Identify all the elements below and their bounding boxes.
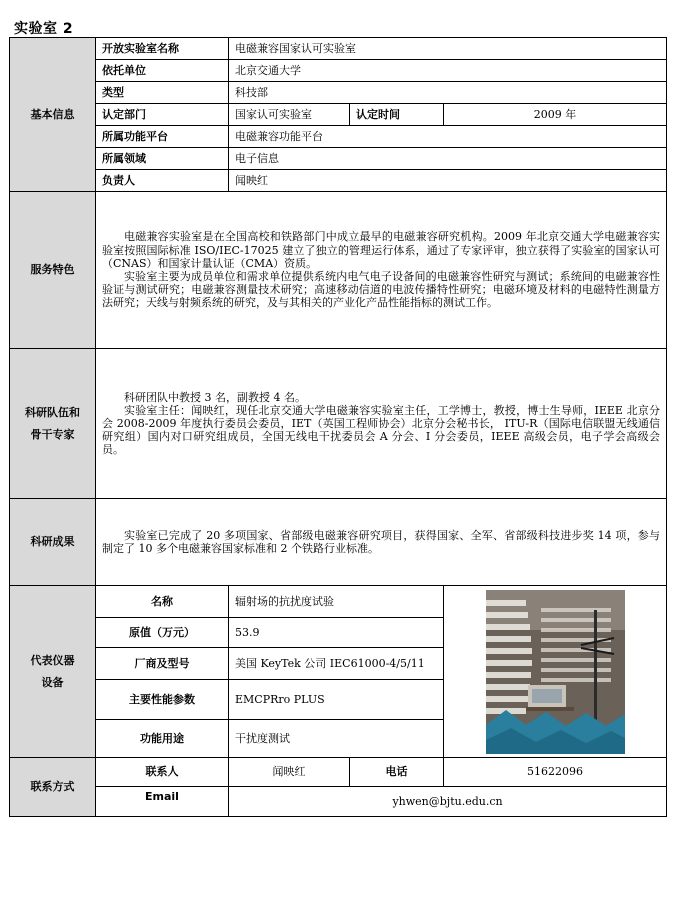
section-label-service: 服务特色: [10, 192, 96, 349]
section-label-basic: 基本信息: [10, 38, 96, 192]
field-value: 53.9: [229, 618, 444, 648]
field-label: 主要性能参数: [96, 680, 229, 720]
table-row: [10, 192, 667, 349]
field-value: 干扰度测试: [229, 720, 444, 758]
contact-phone: 51622096: [444, 758, 667, 787]
field-value: EMCPRro PLUS: [229, 680, 444, 720]
contact-person: 闻映红: [229, 758, 350, 787]
lab-info-table: [9, 37, 667, 817]
table-row: [10, 349, 667, 499]
instrument-photo: [486, 590, 625, 754]
section-label-contact: 联系方式: [10, 758, 96, 817]
field-label: 电话: [350, 758, 444, 787]
paragraph: 电磁兼容实验室是在全国高校和铁路部门中成立最早的电磁兼容研究机构。2009 年北京交通大学电磁兼容实验室按照国际标准 ISO/IEC-17025 建立了独立的管理运行体系，通过了专家评审，独立获得了实验室的国家认可（CNAS）和国家计量认证（CMA）资质。: [102, 230, 661, 270]
field-value: 北京交通大学: [229, 60, 667, 82]
table-row: [10, 126, 667, 148]
field-value: 2009 年: [444, 104, 667, 126]
table-row: [10, 758, 667, 787]
field-label: 所属功能平台: [96, 126, 229, 148]
field-label: 类型: [96, 82, 229, 104]
field-value: 国家认可实验室: [229, 104, 350, 126]
table-row: [10, 148, 667, 170]
table-row: [10, 104, 667, 126]
team-text: [96, 349, 667, 499]
field-label: 开放实验室名称: [96, 38, 229, 60]
section-label-text: 代表仪器设备: [30, 653, 75, 689]
field-value: 电子信息: [229, 148, 667, 170]
results-text: [96, 499, 667, 586]
field-label: 功能用途: [96, 720, 229, 758]
paragraph: 科研团队中教授 3 名，副教授 4 名。: [124, 390, 306, 404]
field-value: 闻映红: [229, 170, 667, 192]
field-label: 原值（万元）: [96, 618, 229, 648]
page-title: 实验室 2: [14, 21, 74, 37]
field-label: 名称: [96, 586, 229, 618]
field-label: 认定部门: [96, 104, 229, 126]
field-label: 联系人: [96, 758, 229, 787]
table-row: [10, 586, 667, 618]
section-label-text: 科研队伍和骨干专家: [25, 405, 80, 441]
contact-email[interactable]: yhwen@bjtu.edu.cn: [229, 787, 667, 817]
section-label-instrument: [10, 586, 96, 758]
field-value: 辐射场的抗扰度试验: [229, 586, 444, 618]
field-label: 厂商及型号: [96, 648, 229, 680]
section-label-team: [10, 349, 96, 499]
paragraph: 实验室主任：闻映红，现任北京交通大学电磁兼容实验室主任，工学博士，教授，博士生导师，IEEE 北京分会 2008-2009 年度执行委员会委员，IET（英国工程师协会）北京分会秘书长， ITU-R（国际电信联盟无线通信研究组）国内对口研究组成员，全国无线电干扰委员会 A 分会、I 分会委员，IEEE 高级会员，电子学会高级会员。: [102, 403, 661, 457]
field-label: 认定时间: [350, 104, 444, 126]
paragraph: 实验室主要为成员单位和需求单位提供系统内电气电子设备间的电磁兼容性研究与测试；系统间的电磁兼容性验证与测试研究；电磁兼容测量技术研究；高速移动信道的电波传播特性研究；电磁环境及材料的电磁特性测量方法研究；天线与射频系统的研究，及与其相关的产业化产品性能指标的测试工作。: [102, 270, 661, 310]
field-value: 科技部: [229, 82, 667, 104]
table-row: [10, 38, 667, 60]
field-label: 所属领域: [96, 148, 229, 170]
table-row: [10, 82, 667, 104]
table-row: [10, 60, 667, 82]
field-value: 美国 KeyTek 公司 IEC61000-4/5/11: [229, 648, 444, 680]
instrument-photo-cell: [444, 586, 667, 758]
field-value: 电磁兼容国家认可实验室: [229, 38, 667, 60]
section-label-results: 科研成果: [10, 499, 96, 586]
table-row: [10, 787, 667, 817]
field-value: 电磁兼容功能平台: [229, 126, 667, 148]
field-label: 负责人: [96, 170, 229, 192]
service-text: [96, 192, 667, 349]
table-row: [10, 170, 667, 192]
field-label: 依托单位: [96, 60, 229, 82]
table-row: [10, 499, 667, 586]
paragraph: 实验室已完成了 20 多项国家、省部级电磁兼容研究项目，获得国家、全军、省部级科技进步奖 14 项，参与制定了 10 多个电磁兼容国家标准和 2 个铁路行业标准。: [102, 528, 661, 555]
field-label: Email: [96, 787, 229, 817]
